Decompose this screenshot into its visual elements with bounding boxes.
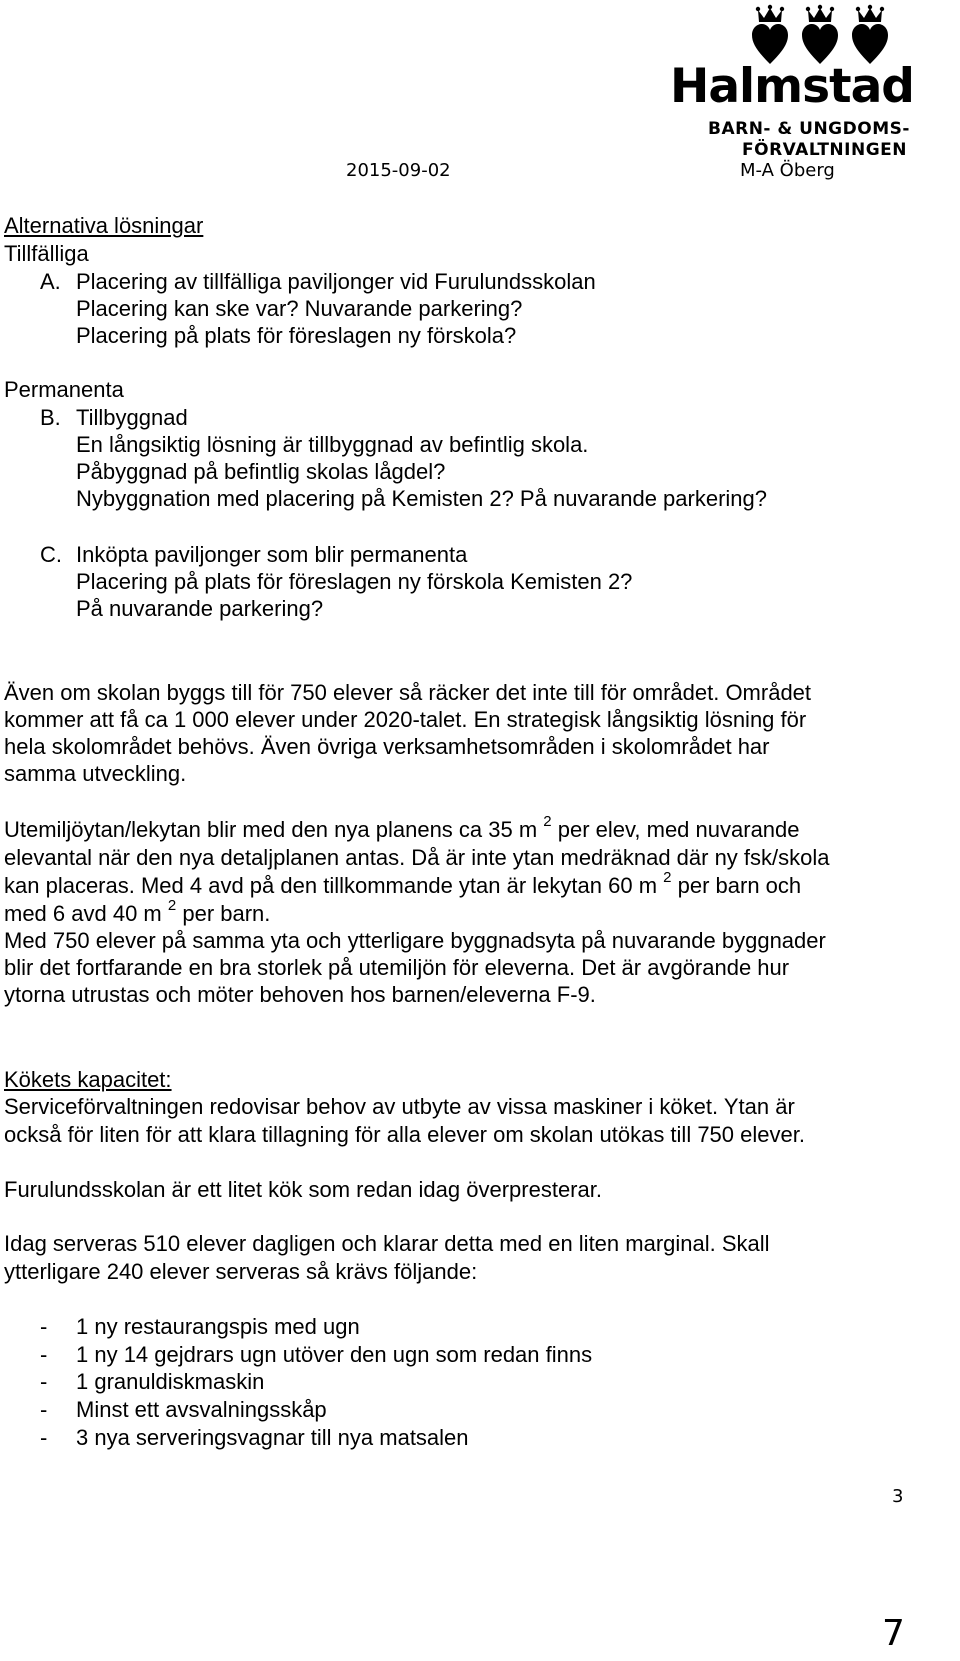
paragraph-text: per barn och [677, 873, 802, 898]
list-bullet: - [40, 1397, 48, 1422]
document-author: M-A Öberg [740, 160, 835, 181]
section-heading-alternatives: Alternativa lösningar [4, 213, 204, 238]
paragraph-line: elevantal när den nya detaljplanen antas. Då är inte ytan medräknad där ny fsk/skola [4, 845, 830, 870]
crowned-hearts-emblem-icon [752, 4, 902, 66]
paragraph-line: Med 750 elever på samma yta och ytterligare byggnadsyta på nuvarande byggnader [4, 928, 826, 953]
option-c-line: På nuvarande parkering? [76, 596, 324, 621]
logo-wordmark: Halmstad [670, 59, 914, 114]
paragraph-text: Utemiljöytan/lekytan blir med den nya planens ca 35 m [4, 817, 538, 842]
document-date: 2015-09-02 [346, 160, 451, 181]
paragraph-text: per barn. [182, 901, 271, 926]
option-b-line: Tillbyggnad [76, 405, 188, 430]
paragraph-line [4, 896, 271, 928]
option-a-letter: A. [40, 269, 61, 294]
paragraph-line: ytorna utrustas och möter behoven hos barnen/eleverna F-9. [4, 982, 596, 1007]
halmstad-logo [670, 4, 958, 164]
superscript: 2 [167, 896, 177, 914]
paragraph-line: kommer att få ca 1 000 elever under 2020-talet. En strategisk långsiktig lösning för [4, 707, 807, 732]
paragraph-line: också för liten för att klara tillagning för alla elever om skolan utökas till 750 elever. [4, 1122, 805, 1147]
paragraph-line: Furulundsskolan är ett litet kök som redan idag överpresterar. [4, 1177, 602, 1202]
paragraph-line: Även om skolan byggs till för 750 elever så räcker det inte till för området. Området [4, 680, 812, 705]
superscript: 2 [663, 868, 672, 886]
option-b-line: Påbyggnad på befintlig skolas lågdel? [76, 459, 446, 484]
paragraph-text: kan placeras. Med 4 avd på den tillkommande ytan är lekytan 60 m [4, 873, 658, 898]
option-b-line: Nybyggnation med placering på Kemisten 2? På nuvarande parkering? [76, 486, 767, 511]
subheading-permanent: Permanenta [4, 377, 124, 402]
page-number-large: 7 [882, 1613, 905, 1654]
logo-subtitle-line1: BARN- & UNGDOMS- [708, 119, 910, 139]
list-item: Minst ett avsvalningsskåp [76, 1397, 327, 1422]
list-item: 1 granuldiskmaskin [76, 1369, 265, 1394]
paragraph-line: samma utveckling. [4, 761, 187, 786]
list-bullet: - [40, 1342, 48, 1367]
option-c-line: Placering på plats för föreslagen ny förskola Kemisten 2? [76, 569, 633, 594]
list-item: 1 ny restaurangspis med ugn [76, 1314, 360, 1339]
option-a-line: Placering kan ske var? Nuvarande parkering? [76, 296, 523, 321]
option-a-line: Placering av tillfälliga paviljonger vid Furulundsskolan [76, 269, 596, 294]
paragraph-line: Serviceförvaltningen redovisar behov av utbyte av vissa maskiner i köket. Ytan är [4, 1094, 795, 1119]
list-item: 1 ny 14 gejdrars ugn utöver den ugn som redan finns [76, 1342, 593, 1367]
section-heading-kitchen: Kökets kapacitet: [4, 1067, 172, 1092]
option-c-line: Inköpta paviljonger som blir permanenta [76, 542, 468, 567]
paragraph-line: Idag serveras 510 elever dagligen och klarar detta med en liten marginal. Skall [4, 1231, 770, 1256]
option-c-letter: C. [40, 542, 62, 567]
option-b-line: En långsiktig lösning är tillbyggnad av befintlig skola. [76, 432, 589, 457]
list-bullet: - [40, 1425, 48, 1450]
paragraph-text: med 6 avd 40 m [4, 901, 162, 926]
option-b-letter: B. [40, 405, 61, 430]
logo-subtitle-line2: FÖRVALTNINGEN [742, 140, 908, 160]
paragraph-line [4, 868, 802, 900]
paragraph-text: per elev, med nuvarande [557, 817, 800, 842]
paragraph-line: hela skolområdet behövs. Även övriga verksamhetsområden i skolområdet har [4, 734, 770, 759]
list-bullet: - [40, 1314, 48, 1339]
list-item: 3 nya serveringsvagnar till nya matsalen [76, 1425, 469, 1450]
subheading-temporary: Tillfälliga [4, 241, 89, 266]
page-number: 3 [892, 1486, 904, 1507]
paragraph-line [4, 812, 800, 844]
option-a-line: Placering på plats för föreslagen ny förskola? [76, 323, 517, 348]
list-bullet: - [40, 1369, 48, 1394]
paragraph-line: ytterligare 240 elever serveras så krävs följande: [4, 1259, 478, 1284]
paragraph-line: blir det fortfarande en bra storlek på utemiljön för eleverna. Det är avgörande hur [4, 955, 790, 980]
superscript: 2 [543, 812, 552, 830]
